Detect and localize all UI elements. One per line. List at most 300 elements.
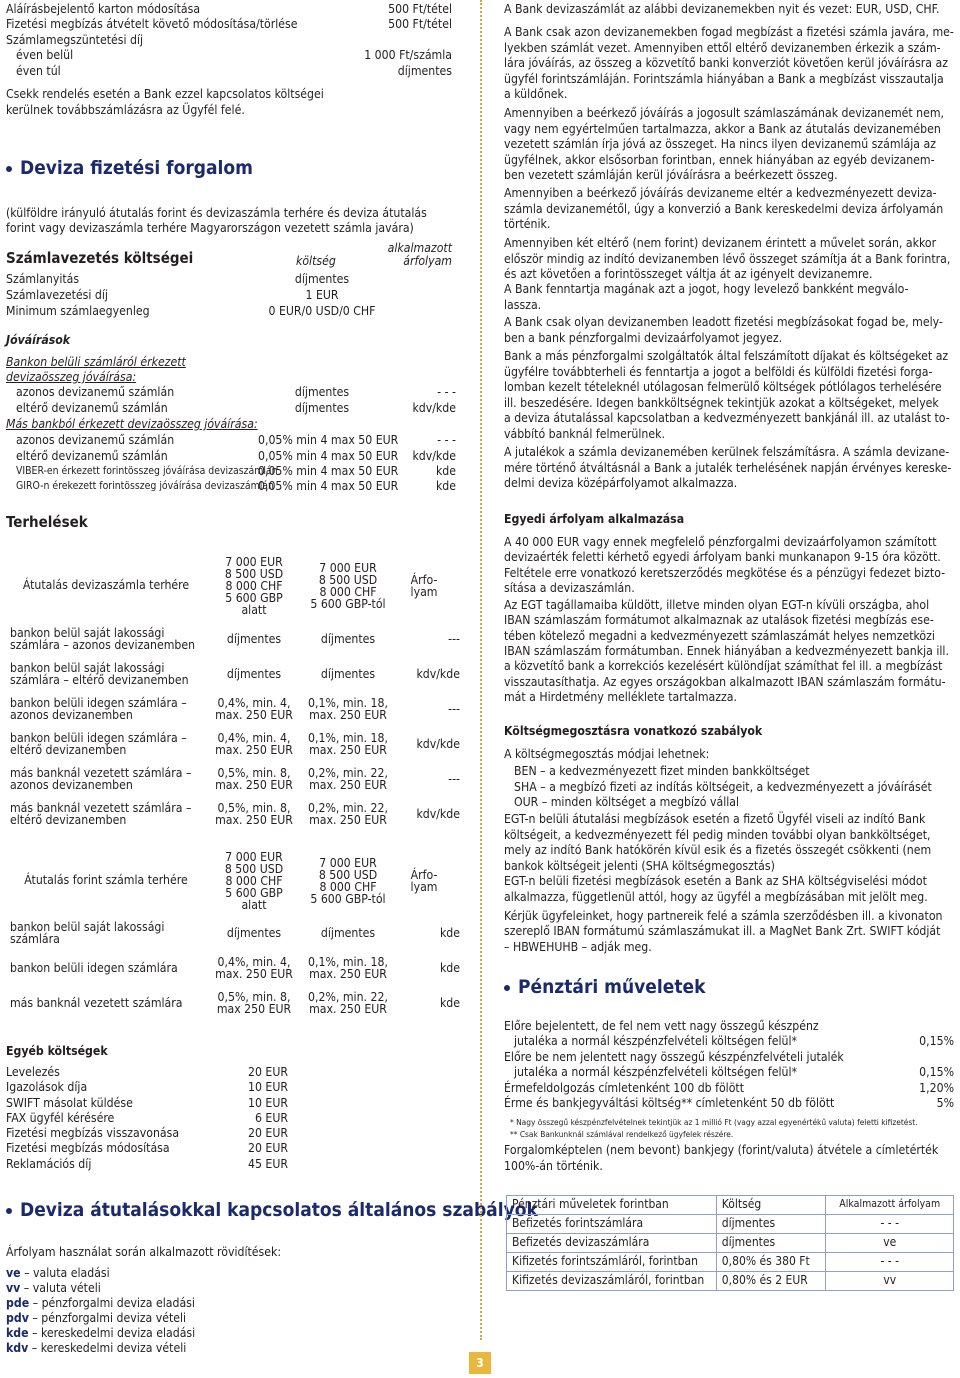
para-line: – HBWEHUHB – adják meg. [504,939,652,954]
egyeb-label: Levelezés [6,1065,60,1079]
note-line: Csekk rendelés esetén a Bank ezzel kapcsolatos költségei [6,87,324,101]
table-col-header [300,848,396,914]
col-header-line: lyam [410,880,438,894]
table-header: Költség [716,1196,826,1215]
para-line: lomban kezelt tételeknél utólagosan felmerülő költségek pótlólagos terhelésére [504,380,942,394]
jov-row-label: azonos devizanemű számlán [16,385,175,399]
table-cell: vv [826,1272,954,1291]
fee-label: éven belül [16,48,74,62]
table-cell [300,918,396,948]
penz-label: Előre be nem jelentett nagy összegű készpénzfelvételi jutalék [504,1050,844,1064]
table-cell [204,694,304,724]
table-col-header [396,848,452,914]
szv-value: 1 EUR [305,288,339,302]
subtitle-line: (külföldre irányuló átutalás forint és devizaszámla terhére és deviza átutalás [6,206,427,220]
bullet-icon [6,166,12,172]
col-header-line: 5 600 GBP-tól [310,892,386,906]
col-header-line: 7 000 EUR [225,555,283,569]
cell-line: számlára – azonos devizanemben [10,638,196,652]
egyeb-label: Fizetési megbízás visszavonása [6,1126,180,1140]
section-title-szabalyok [6,1199,538,1221]
abbr-item [6,1281,101,1296]
szv-label: Számlanyitás [6,272,80,286]
abbr-item [6,1311,186,1326]
para-line: Amennyiben a beérkező jóváírás devizaneme eltér a kedvezményezett deviza- [504,186,937,200]
egyeb-label: Reklamációs díj [6,1157,92,1171]
bullet-icon [6,1208,12,1214]
table-col-header [396,552,452,620]
abbr-code: pde [6,1296,30,1310]
para-line: devizaérték feletti kérhető egyedi árfolyam banki munkanapon 9-15 óra között. [504,550,941,565]
jov-row-rate: kde [435,464,456,478]
abbr-code: vv [6,1281,21,1295]
abbr-code: kde [6,1326,29,1340]
col-koltseg: költség [296,254,336,268]
cell-line: kdv/kde [416,667,460,681]
column-divider [480,0,482,1340]
penztar-table [506,1195,954,1291]
penz-label: Előre bejelentett, de fel nem vett nagy összegű készpénz [504,1019,819,1033]
para-line: EGT-n belüli átutalási megbízások esetén a fizető Ügyfél viseli az indító Bank [504,812,926,826]
col-header-line: alatt [241,898,267,912]
table-header-label: Átutalás devizaszámla terhére [22,578,190,593]
cell-line: max. 250 EUR [309,708,387,722]
penz-label: Érme és bankjegyváltási költség** címletenként 50 db fölött [504,1096,835,1110]
cell-line: 0,5%, min. 8, [217,766,291,780]
table-row [507,1253,954,1272]
egyeb-value: 20 EUR [247,1126,288,1140]
fee-label: éven túl [16,64,61,78]
cell-line: kdv/kde [416,737,460,751]
table-header-cell [8,848,204,914]
col-header-line: alatt [241,603,267,617]
cell-line: 0,1%, min. 18, [308,731,388,745]
cell-line: bankon belül saját lakossági [10,920,165,934]
table-cell: Befizetés forintszámlára [507,1215,717,1234]
jov-row-label: eltérő devizanemű számlán [16,449,168,463]
table-row [507,1272,954,1291]
table-cell [204,624,304,654]
table-cell [10,624,200,654]
jov-label: Bankon belüli számláról érkezett [6,355,186,369]
col-header-line: 7 000 EUR [319,561,377,575]
para-line: lassza. [504,297,542,312]
table-cell: díjmentes [716,1234,826,1253]
cell-line: max. 250 EUR [309,743,387,757]
fee-label: Fizetési megbízás átvételt követő módosítása/törlése [6,17,298,31]
cell-line: 0,2%, min. 22, [308,766,388,780]
table-header: Alkalmazott árfolyam [826,1196,954,1215]
jov-row-rate: kdv/kde [412,449,456,463]
abbr-desc: – valuta vételi [20,1281,101,1295]
para-line: bankok költségeit jelenti (SHA költségmegosztás) [504,858,775,873]
cell-line: 0,2%, min. 22, [308,801,388,815]
cell-line: eltérő devizanemben [10,743,127,757]
cell-line: 0,1%, min. 18, [308,955,388,969]
col-header-line: 7 000 EUR [319,856,377,870]
penz-value: 0,15% [919,1065,954,1079]
note-line: kerülnek továbbszámlázásra az Ügyfél felé. [6,103,245,117]
cell-line: díjmentes [320,632,376,646]
para-line: mely az indító Bank hatókörén kívül esik és a fizetés összegét csökkenti (nem [504,843,932,857]
table-col-header [300,552,396,620]
jov-row-rate: kde [435,479,456,493]
jov-row-value: díjmentes [294,385,350,399]
table-cell [204,764,304,794]
table-col-header [204,552,304,620]
cell-line: kde [439,996,460,1010]
cell-line: bankon belüli idegen számlára [10,961,178,975]
egyeb-value: 6 EUR [254,1111,288,1125]
heading-szamlavezetes: Számlavezetés költségei [6,249,194,267]
para-line: A jutalékok a számla devizanemében kerülnek felszámításra. A számla devizane- [504,445,950,459]
egyeb-value: 20 EUR [247,1065,288,1079]
table-cell [390,918,460,948]
cell-line: max. 250 EUR [215,743,293,757]
cell-line: eltérő devizanemben [10,813,127,827]
table-header-label: Átutalás forint számla terhére [24,873,188,888]
szv-label: Minimum számlaegyenleg [6,304,150,318]
abbr-code: pdv [6,1311,29,1325]
para-line: IBAN számlaszám formátumban. Ennek hiányában a kedvezményezett bankja ill. [504,643,949,658]
table-cell [390,694,460,724]
para-line: lára jóváírás, az összeg a közvetítő banki konverziót követően kerül jóváírásra az [504,56,948,70]
table-cell: Kifizetés devizaszámláról, forintban [507,1272,717,1291]
para-line: ügyfél forintszámláján. Forintszámla hiányában a Bank a megbízást visszautalja [504,71,944,86]
col-header-line: 8 000 CHF [319,585,377,599]
cell-line: azonos devizanemben [10,708,133,722]
col-header-line: 8 000 CHF [319,880,377,894]
para-line: alkalmazza, függetlenül attól, hogy az ügyfél a megbízásában mit jelölt meg. [504,889,928,904]
para-line: A költségmegosztás módjai lehetnek: [504,747,710,761]
table-cell [390,988,460,1018]
egyeb-value: 45 EUR [247,1157,288,1171]
fee-label: Aláírásbejelentő karton módosítása [6,2,201,16]
para-line: mére történő átváltásnál a Bank a jutalék terhelésének napján érvényes kereske- [504,460,952,475]
table-cell: Kifizetés forintszámláról, forintban [507,1253,717,1272]
jov-row-label: VIBER-en érkezett forintösszeg jóváírása devizaszámlán [16,465,278,477]
table-cell [204,729,304,759]
cell-line: díjmentes [320,667,376,681]
para-line: ill. beszedésére. Idegen bankköltségnek tekintjük azokat a költségeket, melyek [504,395,939,410]
jov-row-value: 0,05% min 4 max 50 EUR [258,449,399,463]
penz-label: jutaléka a normál készpénzfelvételi költségen felül* [514,1034,797,1048]
table-cell [10,729,200,759]
table-cell: 0,80% és 380 Ft [716,1253,826,1272]
cell-line: max. 250 EUR [215,967,293,981]
heading-text: Deviza fizetési forgalom [20,157,253,179]
penz-value: 5% [936,1096,954,1110]
table-cell [300,729,396,759]
heading-egyeb: Egyéb költségek [6,1044,108,1058]
table-cell [204,659,304,689]
cell-line: max. 250 EUR [215,813,293,827]
jov-row-value: 0,05% min 4 max 50 EUR [258,464,399,478]
table-cell [390,764,460,794]
col-alkalmazott: alkalmazott [387,241,452,255]
para-line: Bank a más pénzforgalmi szolgáltatók által felszámított díjakat és költségeket az [504,349,949,363]
penz-value: 0,15% [919,1034,954,1048]
cell-line: más banknál vezetett számlára [10,996,183,1010]
para-line: IBAN számlaszám formátumot alkalmaznak az utalások fizetési megbízás ese- [504,613,934,628]
para-line: számla devizanemétől, úgy a konverzió a Bank kereskedelmi deviza árfolyamán [504,201,944,216]
table-cell [204,953,304,983]
para-line: A Bank devizaszámlát az alábbi devizanemekben nyit és vezet: EUR, USD, CHF. [504,2,940,16]
para-line: sítása a devizaszámlán. [504,580,635,595]
table-row [507,1234,954,1253]
cell-line: díjmentes [320,926,376,940]
table-cell [10,953,200,983]
cell-line: --- [448,772,460,786]
cell-line: más banknál vezetett számlára – [10,801,192,815]
abbr-code: ve [6,1266,21,1280]
para-line: szereplő IBAN formátumú számlaszámukat ill. a MagNet Bank Zrt. SWIFT kódját [504,924,941,939]
col-header-line: Árfo- [410,868,438,882]
cell-line: 0,2%, min. 22, [308,990,388,1004]
abbr-item [6,1296,195,1311]
jov-row-label: eltérő devizanemű számlán [16,401,168,415]
cell-line: díjmentes [226,926,282,940]
col-header-line: lyam [410,585,438,599]
heading-terhelesek: Terhelések [6,513,88,531]
col-header-line: 5 600 GBP [225,591,283,605]
cell-line: számlára [10,932,60,946]
abbr-item [6,1326,195,1341]
table-cell: - - - [826,1253,954,1272]
cell-line: max. 250 EUR [215,778,293,792]
table-cell [300,953,396,983]
table-cell [10,764,200,794]
para-line: Forgalomképtelen (nem bevont) bankjegy (forint/valuta) átvétele a címletérték [504,1143,939,1157]
section-title-deviza [6,157,253,179]
col-arfolyam: árfolyam [403,254,452,268]
para-line: lyekben számlát vezet. Amennyiben ettől eltérő devizanemben érkezik a szám- [504,40,941,55]
cell-line: max 250 EUR [216,1002,292,1016]
kolts-item: BEN – a kedvezményezett fizet minden bankköltséget [514,764,810,778]
cell-line: --- [448,632,460,646]
para-line: Az EGT tagállamaiba küldött, illetve minden olyan EGT-n kívüli országba, ahol [504,598,930,612]
cell-line: bankon belül saját lakossági [10,626,165,640]
table-cell [10,659,200,689]
col-header-line: 8 500 USD [224,862,284,876]
heading-text: Pénztári műveletek [518,976,706,998]
abbr-desc: – kereskedelmi deviza vételi [28,1341,187,1355]
szv-value: díjmentes [294,272,350,286]
table-cell [10,694,200,724]
col-header-line: 7 000 EUR [225,850,283,864]
cell-line: 0,4%, min. 4, [217,731,291,745]
penz-label: Érmefeldolgozás címletenként 100 db fölött [504,1081,745,1095]
jov-row-rate: - - - [437,433,456,447]
heading-text: Deviza átutalásokkal kapcsolatos általános szabályok [20,1199,538,1221]
para-line: ben a bank pénzforgalmi devizaárfolyamot jegyez. [504,330,783,345]
abbr-item [6,1341,186,1356]
egyeb-label: Fizetési megbízás módosítása [6,1141,170,1155]
para-line: Amennyiben a beérkező jóváírás a jogosult számlaszámának devizanemét nem, [504,106,945,120]
egyeb-value: 10 EUR [247,1096,288,1110]
cell-line: kdv/kde [416,807,460,821]
fee-value: díjmentes [397,64,452,78]
cell-line: 0,4%, min. 4, [217,696,291,710]
table-cell [300,694,396,724]
table-row [507,1215,954,1234]
table-header: Pénztári műveletek forintban [507,1196,717,1215]
szv-value: 0 EUR/0 USD/0 CHF [268,304,376,318]
table-cell [390,624,460,654]
cell-line: 0,5%, min. 8, [217,990,291,1004]
table-cell [390,729,460,759]
fee-value: 1 000 Ft/számla [364,48,452,62]
para-line: vezetett számlán írja jóvá az összeget. Ha nincs ilyen devizanemű számlája az [504,137,936,151]
cell-line: max. 250 EUR [309,778,387,792]
table-cell [10,918,200,948]
col-header-line: 5 600 GBP [225,886,283,900]
fee-label: Számlamegszüntetési díj [6,33,144,47]
table-cell [10,799,200,829]
table-cell: ve [826,1234,954,1253]
egyeb-label: FAX ügyfél kérésére [6,1111,115,1125]
table-cell [390,659,460,689]
table-cell [10,988,200,1018]
cell-line: 0,1%, min. 18, [308,696,388,710]
cell-line: 0,4%, min. 4, [217,955,291,969]
table-cell: 0,80% és 2 EUR [716,1272,826,1291]
para-line: tében kötelező megadni a kedvezményezett számlaszámát helyes nemzetközi [504,628,935,643]
cell-line: max. 250 EUR [309,967,387,981]
jov-row-label: azonos devizanemű számlán [16,433,175,447]
kolts-item: OUR – minden költséget a megbízó vállal [514,795,740,809]
para-line: visszautasíthatja. Az egyes országokban alkalmazott IBAN számlaszám formátu- [504,674,946,689]
cell-line: számlára – eltérő devizanemben [10,673,189,687]
para-line: költségeit, a kedvezményezett fél pedig minden további olyan bankköltséget, [504,827,931,842]
para-line: A Bank fenntartja magának azt a jogot, hogy levelező bankként megválo- [504,282,909,296]
cell-line: max. 250 EUR [309,813,387,827]
cell-line: bankon belüli idegen számlára – [10,731,187,745]
col-header-line: 8 500 USD [318,868,378,882]
para-line: delmi deviza középárfolyamot alkalmazza. [504,476,738,490]
table-cell [204,988,304,1018]
para-line: A Bank csak olyan devizanemben leadott fizetési megbízásokat fogad be, mely- [504,315,943,329]
cell-line: azonos devizanemben [10,778,133,792]
table-cell [300,659,396,689]
para-line: vábbító banknál felmerülnek. [504,426,665,441]
footnote: ** Csak Bankunknál számlával rendelkező ügyfelek részére. [510,1129,734,1139]
section-title-penztari [504,976,706,998]
abbr-desc: – valuta eladási [20,1266,110,1280]
abbr-intro: Árfolyam használat során alkalmazott rövidítések: [6,1245,282,1259]
page-number: 3 [469,1352,491,1374]
para-line: a közvetítő bank a korrekciós kezelésért különdíjat számíthat fel ill. a megbízást [504,659,943,674]
col-header-line: 8 000 CHF [225,579,283,593]
table-cell [204,918,304,948]
para-line: Kérjük ügyfeleinket, hogy partnereik felé a számla szerződésben ill. a kivonaton [504,909,943,923]
para-line: vagy nem egyértelműen tartalmazza, akkor a Bank az átutalás devizanemében [504,121,941,136]
table-cell [390,799,460,829]
egyeb-label: Igazolások díja [6,1080,88,1094]
col-header-line: 5 600 GBP-tól [310,597,386,611]
table-header-cell [8,552,204,620]
jov-row-value: díjmentes [294,401,350,415]
col-header-line: Árfo- [410,573,438,587]
egyeb-label: SWIFT másolat küldése [6,1096,133,1110]
cell-line: díjmentes [226,632,282,646]
para-line: mát a Hirdetmény melléklete tartalmazza. [504,689,737,704]
abbr-desc: – pénzforgalmi deviza vételi [28,1311,187,1325]
table-cell [390,953,460,983]
col-header-line: 8 500 USD [318,573,378,587]
footnote: * Nagy összegű készpénzfelvételnek tekintjük az 1 millió Ft (vagy azzal egyenértékű valuta) feletti kifizetést. [510,1117,918,1127]
para-line: Feltétele erre vonatkozó keretszerződés megkötése és a pénzügyi fedezet bizto- [504,565,946,580]
egyeb-value: 20 EUR [247,1141,288,1155]
para-line: ügyfélre továbbterheli és fenntartja a jogot a belföldi és külföldi fizetési forga- [504,364,933,379]
para-line: ügyfélnek, akkor elsősorban forintban, ennek hiányában az egyéb devizanem- [504,152,935,167]
cell-line: 0,5%, min. 8, [217,801,291,815]
table-cell [204,799,304,829]
penz-label: jutaléka a normál készpénzfelvételi költségen felül* [514,1065,797,1079]
cell-line: --- [448,702,460,716]
szv-label: Számlavezetési díj [6,288,108,302]
fee-value: 500 Ft/tétel [388,17,452,31]
jov-label: Más bankból érkezett devizaösszeg jóváírása: [6,417,258,431]
cell-line: díjmentes [226,667,282,681]
cell-line: bankon belül saját lakossági [10,661,165,675]
abbr-desc: – pénzforgalmi deviza eladási [29,1296,195,1310]
heading-koltsegmegosztas: Költségmegosztásra vonatkozó szabályok [504,724,763,738]
kolts-item: SHA – a megbízó fizeti az indítás költségeit, a kedvezményezett a jóváírásét [514,779,932,794]
jov-label: devizaösszeg jóváírása: [6,370,137,384]
para-line: Amennyiben két eltérő (nem forint) devizanem érintett a művelet során, akkor [504,236,937,250]
subtitle-line: forint vagy devizaszámla terhére Magyarországon vezetett számla javára) [6,221,414,235]
table-cell: Befizetés devizaszámlára [507,1234,717,1253]
fee-value: 500 Ft/tétel [388,2,452,16]
cell-line: más banknál vezetett számlára – [10,766,192,780]
para-line: a deviza átutalással kapcsolatban a kedvezményezett bankjánál ill. az utalást to- [504,411,950,425]
egyeb-value: 10 EUR [247,1080,288,1094]
cell-line: bankon belüli idegen számlára – [10,696,187,710]
col-header-line: 8 500 USD [224,567,284,581]
para-line: először mindig az indító devizanemben lévő összeget számítja át a Bank forintra, [504,251,951,266]
para-line: A Bank csak azon devizanemekben fogad megbízást a fizetési számla javára, me- [504,25,954,39]
col-header-line: 8 000 CHF [225,874,283,888]
abbr-desc: – kereskedelmi deviza eladási [28,1326,196,1340]
jov-row-value: 0,05% min 4 max 50 EUR [258,479,399,493]
para-line: ben vezetett számláján kerül jóváírásra a beérkezett összeg. [504,168,838,182]
jov-row-rate: kdv/kde [412,401,456,415]
jov-row-value: 0,05% min 4 max 50 EUR [258,433,399,447]
table-cell [300,799,396,829]
para-line: A 40 000 EUR vagy ennek megfelelő pénzforgalmi devizaárfolyamon számított [504,535,937,549]
para-line: a küldőnek. [504,87,568,101]
bullet-icon [504,985,510,991]
cell-line: max. 250 EUR [215,708,293,722]
jov-row-label: GIRO-n érekezett forintösszeg jóváírása devizaszámlán [16,480,274,492]
table-col-header [204,848,304,914]
table-cell [300,988,396,1018]
cell-line: max. 250 EUR [309,1002,387,1016]
table-cell [300,624,396,654]
cell-line: kde [439,961,460,975]
table-cell: - - - [826,1215,954,1234]
para-line: és azt követően a forintösszeget váltja át az igényelt devizanemre. [504,267,873,281]
abbr-item [6,1266,110,1281]
cell-line: kde [439,926,460,940]
para-line: történik. [504,217,551,231]
heading-jovairasok: Jóváírások [6,333,71,347]
heading-egyedi: Egyedi árfolyam alkalmazása [504,512,685,526]
table-cell: díjmentes [716,1215,826,1234]
jov-row-rate: - - - [437,385,456,399]
table-cell [300,764,396,794]
